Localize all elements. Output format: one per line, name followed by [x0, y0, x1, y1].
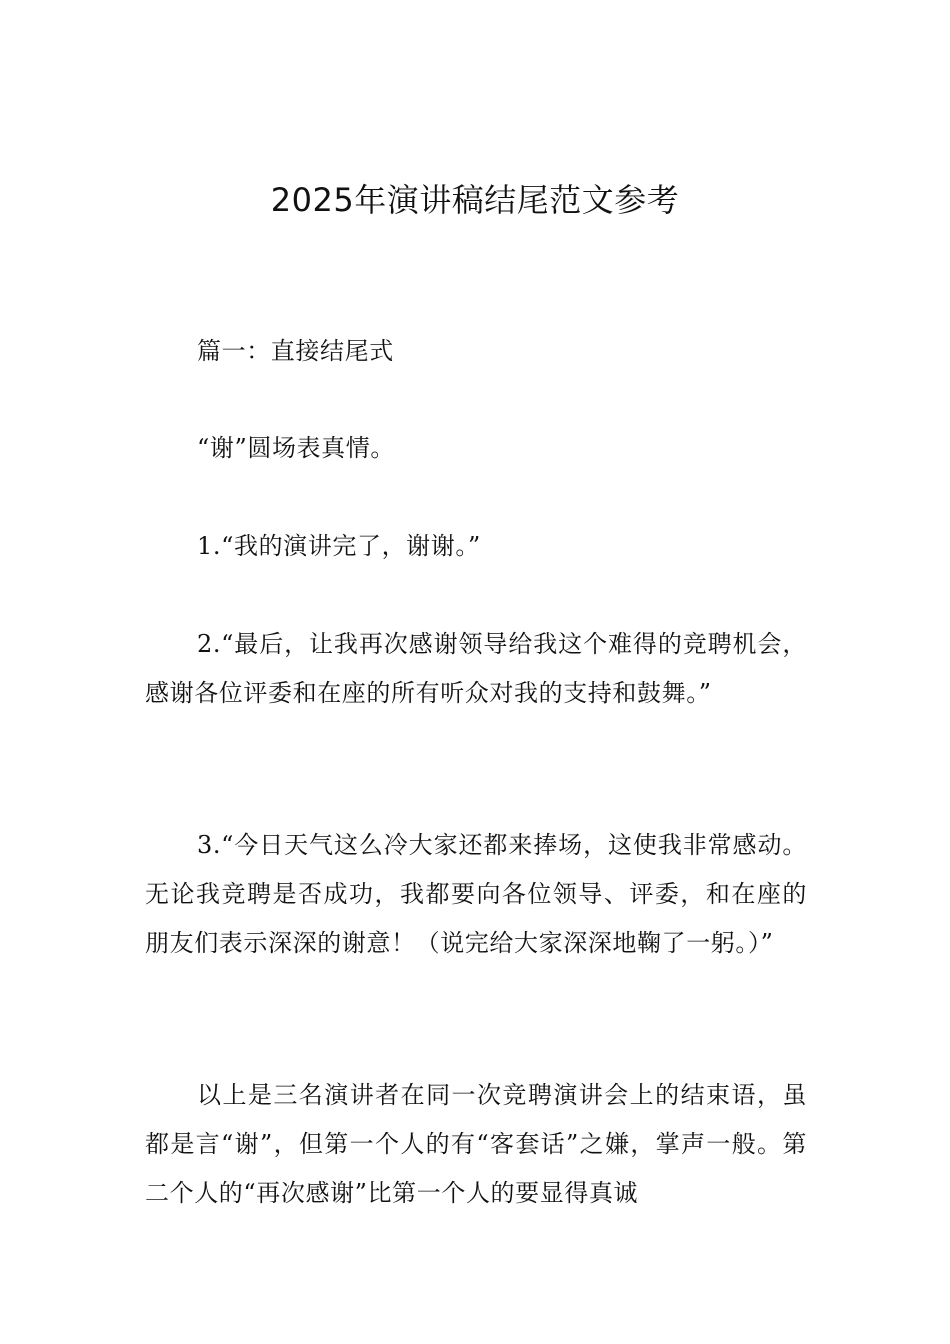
paragraph: 3.“今日天气这么冷大家还都来捧场，这使我非常感动。无论我竞聘是否成功，我都要向各位领导、评委，和在座的朋友们表示深深的谢意！（说完给大家深深地鞠了一躬。）”: [145, 831, 807, 957]
paragraph: 2.“最后，让我再次感谢领导给我这个难得的竞聘机会，感谢各位评委和在座的所有听众对我的支持和鼓舞。”: [145, 630, 807, 707]
document-title: 2025年演讲稿结尾范文参考: [270, 181, 680, 219]
paragraph: 1.“我的演讲完了，谢谢。”: [197, 532, 481, 560]
paragraph: “谢”圆场表真情。: [197, 434, 395, 462]
paragraph: 以上是三名演讲者在同一次竞聘演讲会上的结束语，虽都是言“谢”，但第一个人的有“客套话”之嫌，掌声一般。第二个人的“再次感谢”比第一个人的要显得真诚: [145, 1081, 807, 1207]
section-heading: 篇一：直接结尾式: [197, 337, 394, 365]
